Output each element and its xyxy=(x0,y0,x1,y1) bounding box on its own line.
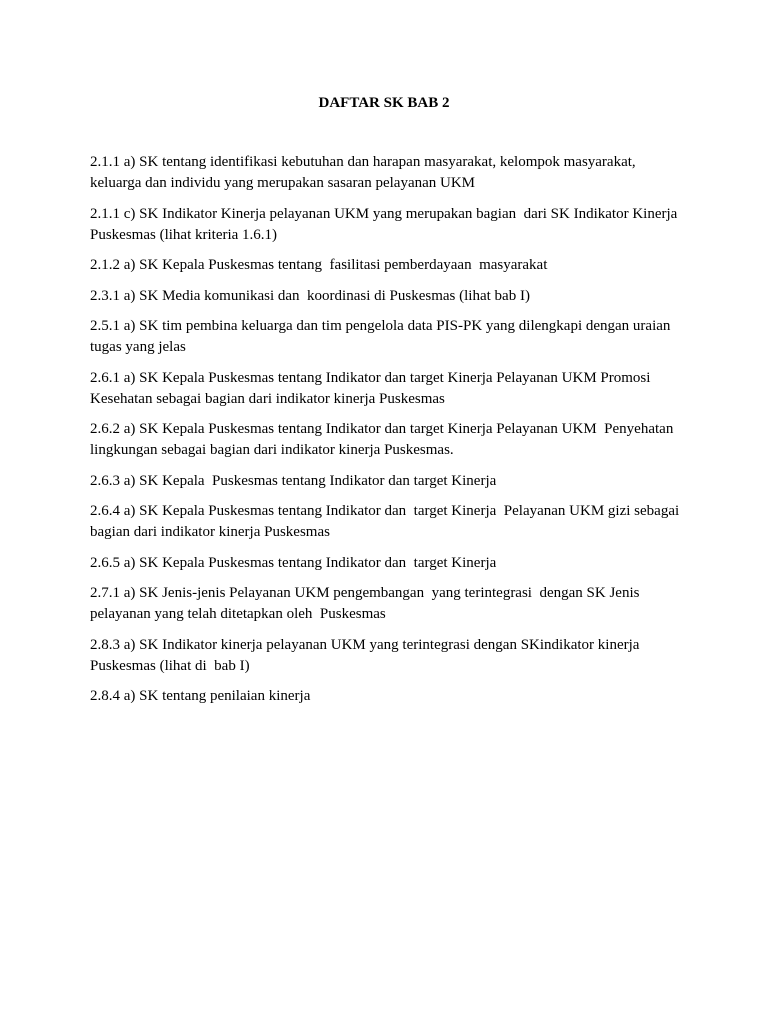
list-item: 2.1.1 a) SK tentang identifikasi kebutuhan dan harapan masyarakat, kelompok masyarakat, keluarga dan individu yang merupakan sasaran pelayanan UKM xyxy=(90,154,640,191)
document-title: DAFTAR SK BAB 2 xyxy=(318,95,450,111)
list-item: 2.6.4 a) SK Kepala Puskesmas tentang Indikator dan target Kinerja Pelayanan UKM gizi sebagai bagian dari indikator kinerja Puskesmas xyxy=(90,503,683,540)
list-item: 2.8.4 a) SK tentang penilaian kinerja xyxy=(90,688,311,704)
list-item: 2.7.1 a) SK Jenis-jenis Pelayanan UKM pengembangan yang terintegrasi dengan SK Jenis pelayanan yang telah ditetapkan oleh Puskesmas xyxy=(90,585,644,622)
list-item: 2.8.3 a) SK Indikator kinerja pelayanan UKM yang terintegrasi dengan SKindikator kinerja Puskesmas (lihat di bab I) xyxy=(90,636,644,674)
sk-list xyxy=(90,152,686,717)
list-item: 2.6.1 a) SK Kepala Puskesmas tentang Indikator dan target Kinerja Pelayanan UKM Promosi Kesehatan sebagai bagian dari indikator kinerja Puskesmas xyxy=(90,369,655,407)
list-item: 2.6.5 a) SK Kepala Puskesmas tentang Indikator dan target Kinerja xyxy=(90,554,497,571)
list-item: 2.1.2 a) SK Kepala Puskesmas tentang fasilitasi pemberdayaan masyarakat xyxy=(90,257,548,273)
list-item: 2.6.3 a) SK Kepala Puskesmas tentang Indikator dan target Kinerja xyxy=(90,472,497,489)
list-item: 2.5.1 a) SK tim pembina keluarga dan tim pengelola data PIS-PK yang dilengkapi dengan uraian tugas yang jelas xyxy=(90,318,675,355)
list-item: 2.1.1 c) SK Indikator Kinerja pelayanan UKM yang merupakan bagian dari SK Indikator Kinerja Puskesmas (lihat kriteria 1.6.1) xyxy=(90,205,682,243)
list-item: 2.6.2 a) SK Kepala Puskesmas tentang Indikator dan target Kinerja Pelayanan UKM Penyehatan lingkungan sebagai bagian dari indikator kinerja Puskesmas. xyxy=(90,421,678,458)
list-item: 2.3.1 a) SK Media komunikasi dan koordinasi di Puskesmas (lihat bab I) xyxy=(90,287,530,304)
